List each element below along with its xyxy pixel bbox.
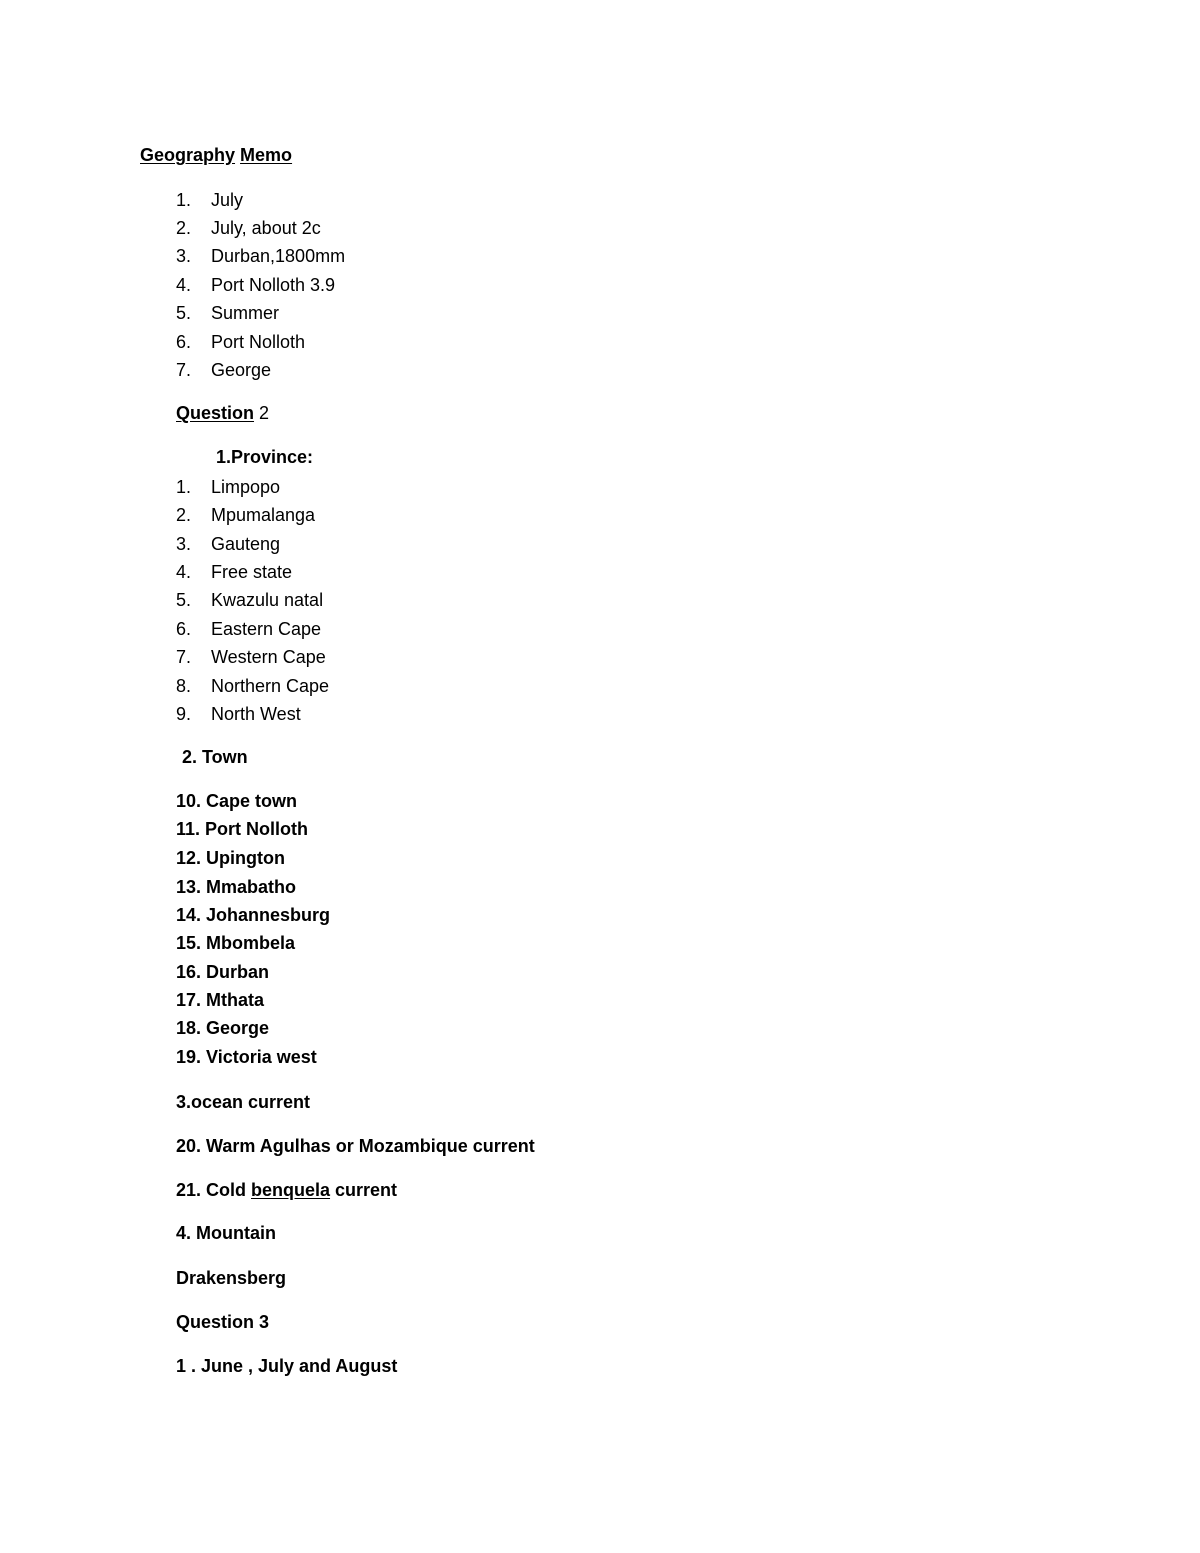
question2-heading-number: 2 [259,403,270,423]
list-item: 16. Durban [176,962,270,982]
list-item: 5. Kwazulu natal [176,590,324,610]
list-item: 2. July, about 2c [176,218,321,238]
list-item: 8. Northern Cape [176,676,330,696]
list-item: 4. Free state [176,562,293,582]
title-word-memo: Memo [240,145,293,165]
list-item: 19. Victoria west [176,1047,317,1067]
list-item: 2. Mpumalanga [176,505,316,525]
mountain-answer: Drakensberg [176,1268,287,1288]
list-item: 10. Cape town [176,791,298,811]
town-heading: 2. Town [182,747,248,767]
title-word-geography: Geography [140,145,236,165]
list-item: 14. Johannesburg [176,905,331,925]
list-item: 7. Western Cape [176,647,326,667]
list-item: 1. Limpopo [176,477,281,497]
question3-heading: Question 3 [176,1312,270,1332]
list-item: 3. Durban,1800mm [176,246,346,266]
ocean-item-20: 20. Warm Agulhas or Mozambique current [176,1136,535,1156]
question3-item-1: 1 . June , July and August [176,1356,398,1376]
list-item: 13. Mmabatho [176,877,297,897]
list-item: 5. Summer [176,303,280,323]
document-title [140,143,292,167]
list-item: 9. North West [176,704,301,724]
list-item: 11. Port Nolloth [176,819,309,839]
list-item: 15. Mbombela [176,933,296,953]
list-item: 6. Eastern Cape [176,619,322,639]
mountain-heading: 4. Mountain [176,1223,276,1243]
list-item: 3. Gauteng [176,534,281,554]
ocean-item-21: 21. Cold benquela current [176,1180,398,1200]
list-item: 18. George [176,1018,270,1038]
question2-heading-word: Question [176,403,255,423]
list-item: 12. Upington [176,848,285,868]
list-item: 17. Mthata [176,990,265,1010]
benquela-word: benquela [251,1180,331,1200]
list-item: 6. Port Nolloth [176,332,306,352]
province-heading: 1.Province: [216,447,314,467]
question2-heading [176,401,269,425]
list-item: 1. July [176,190,244,210]
ocean-current-heading: 3.ocean current [176,1092,311,1112]
list-item: 4. Port Nolloth 3.9 [176,275,336,295]
list-item: 7. George [176,360,272,380]
